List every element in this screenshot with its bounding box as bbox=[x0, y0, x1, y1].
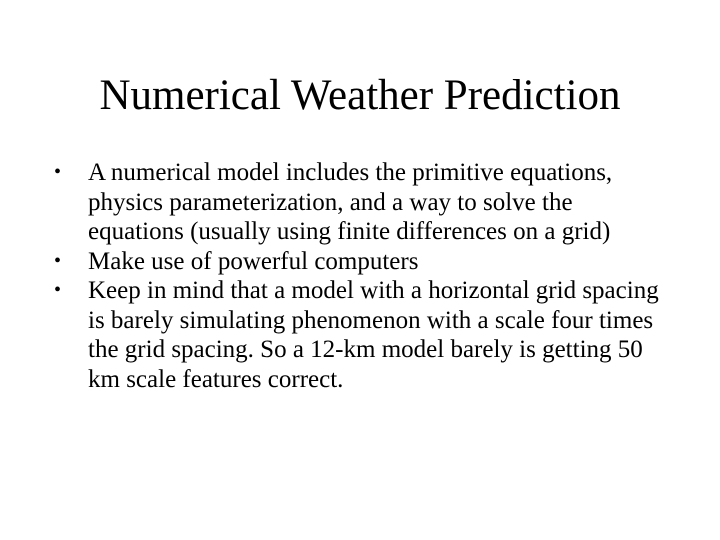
bullet-list bbox=[52, 158, 672, 394]
bullet-item bbox=[52, 276, 672, 394]
bullet-icon: • bbox=[54, 161, 62, 183]
bullet-text: Make use of powerful computers bbox=[88, 247, 419, 275]
bullet-text: A numerical model includes the primitive equations, physics parameterization, and a way to solve the equations (usually using finite differences on a grid) bbox=[88, 159, 613, 245]
bullet-icon: • bbox=[54, 279, 62, 301]
bullet-item bbox=[52, 158, 672, 247]
bullet-item bbox=[52, 247, 672, 277]
slide-title: Numerical Weather Prediction bbox=[99, 72, 621, 119]
bullet-text: Keep in mind that a model with a horizontal grid spacing is barely simulating phenomenon with a scale four times the grid spacing. So a 12-km model barely is getting 50 km scale features correct. bbox=[88, 277, 659, 393]
bullet-icon: • bbox=[54, 249, 62, 272]
